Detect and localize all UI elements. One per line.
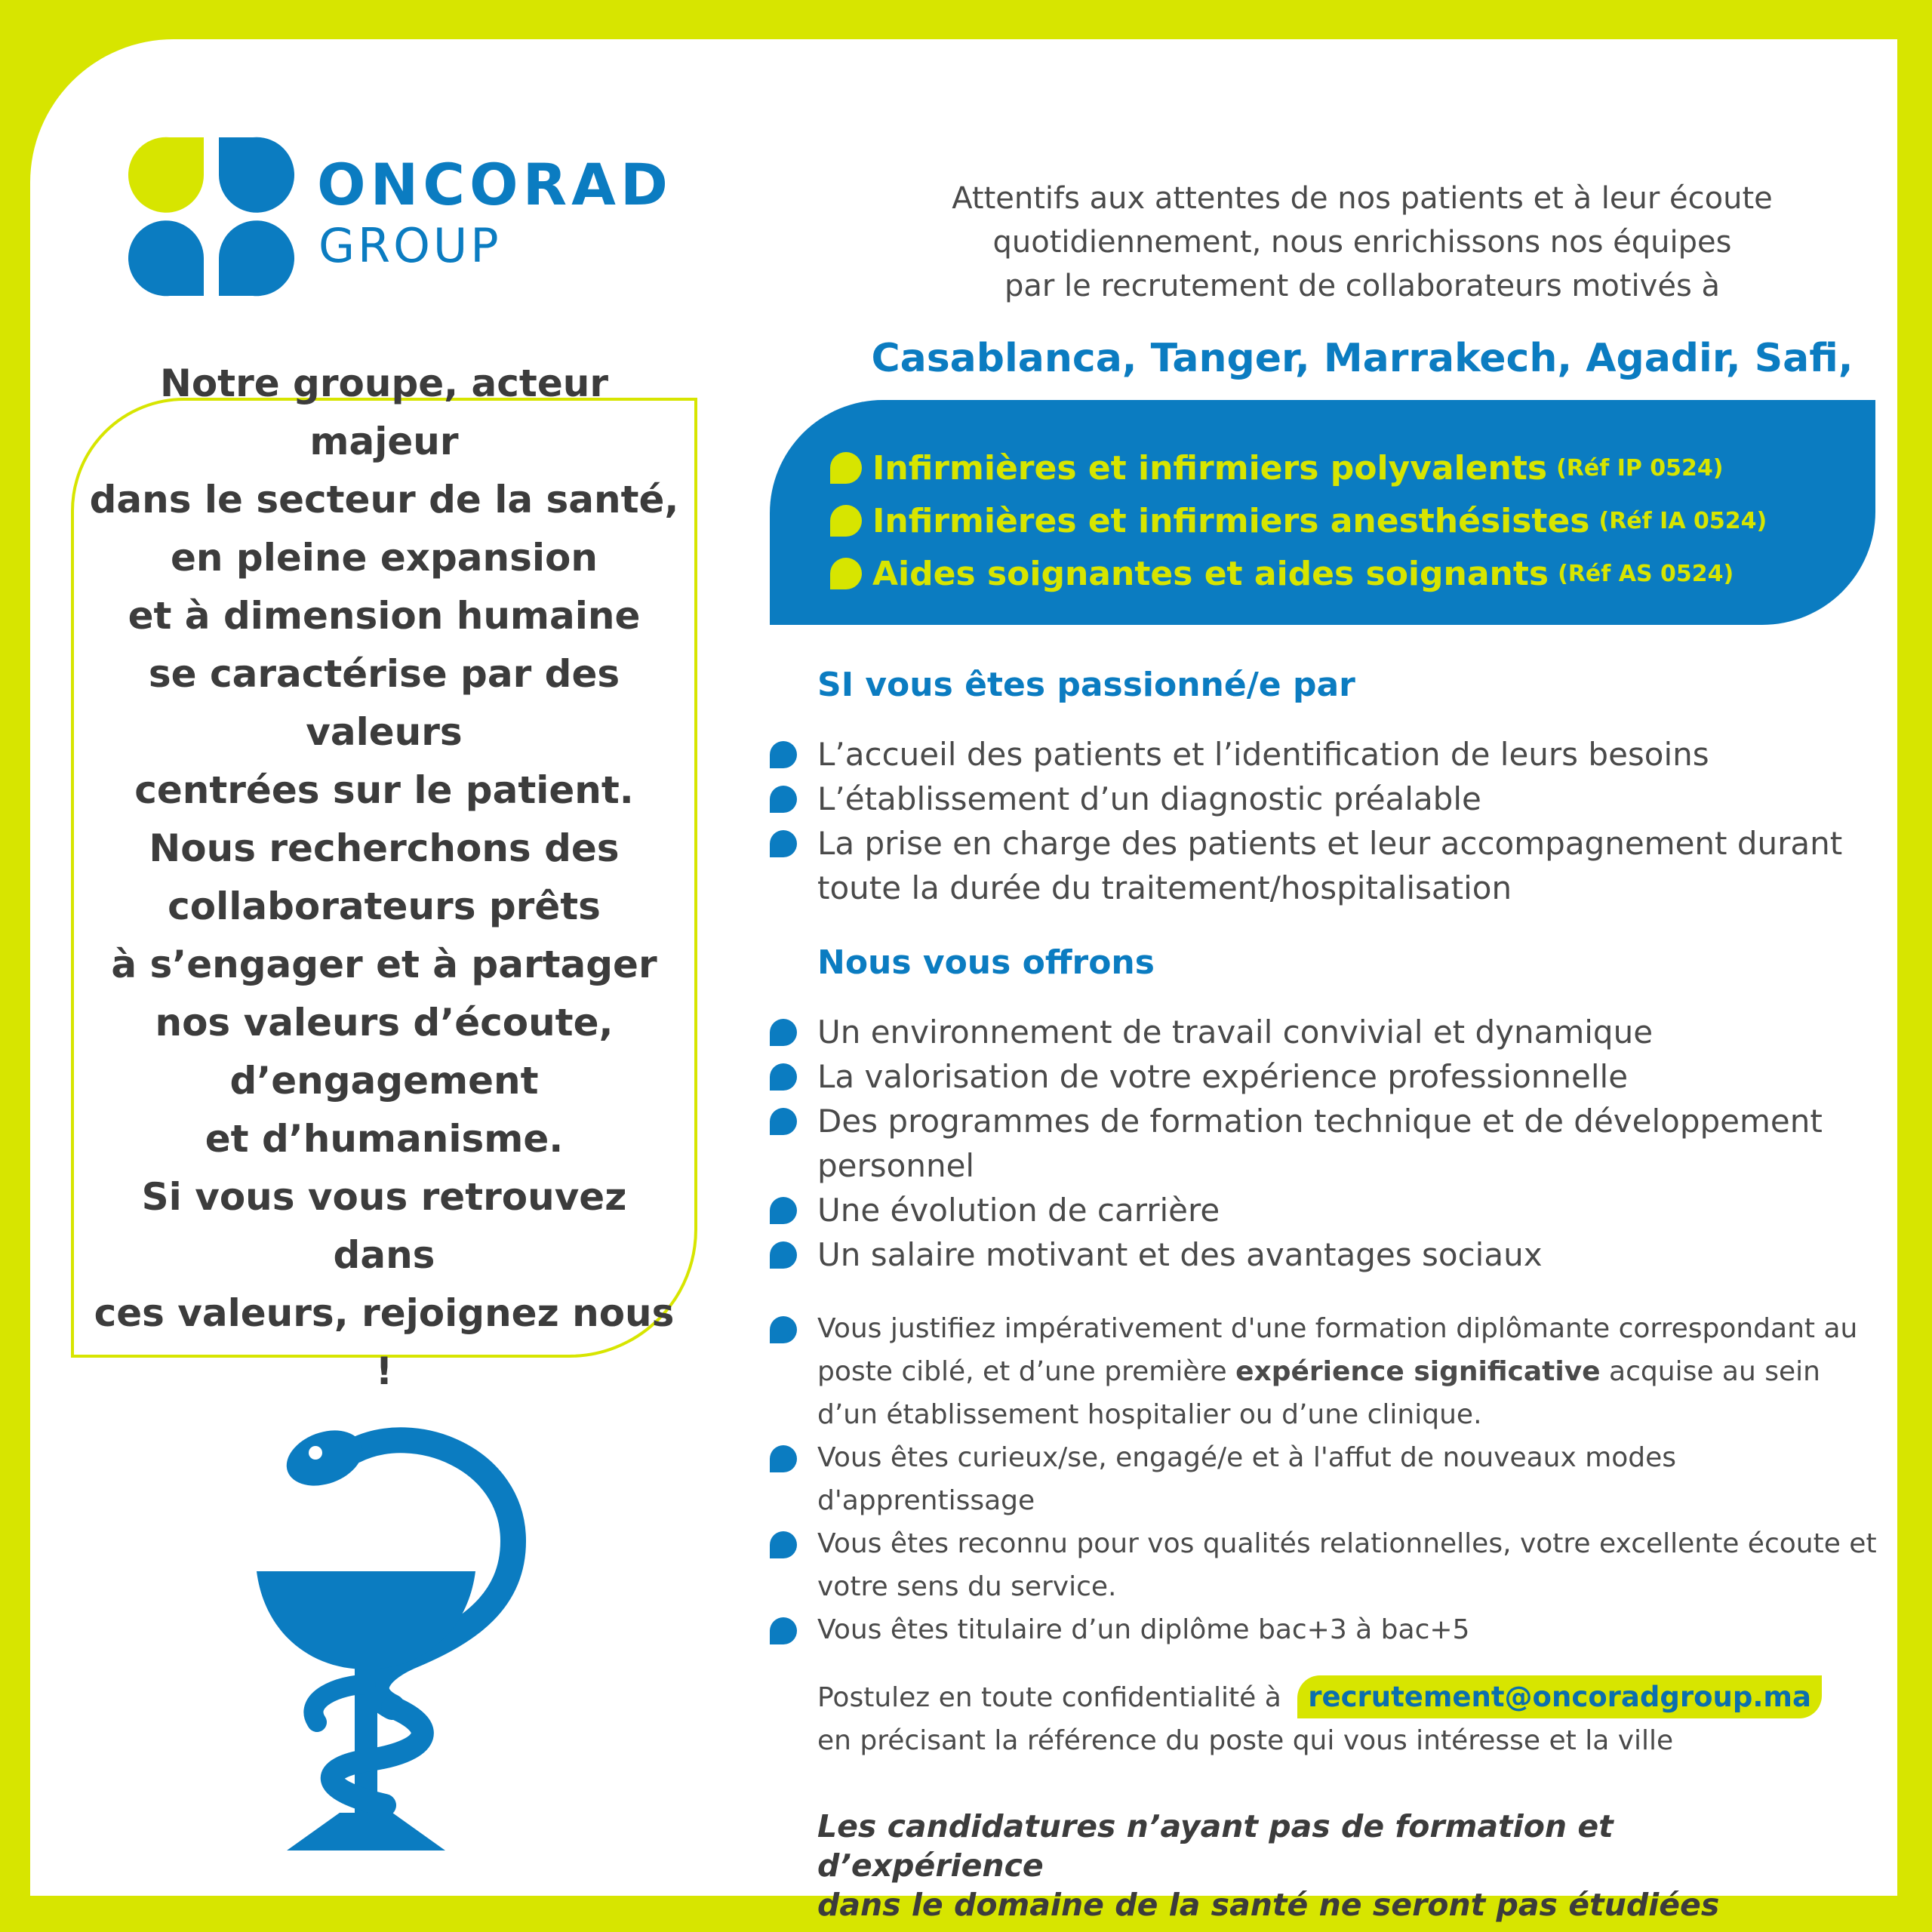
list-item [770, 1608, 1879, 1651]
requirements-list [770, 1307, 1879, 1651]
blue-bullet-icon [770, 1241, 797, 1269]
list-item [770, 1099, 1879, 1188]
list-item-text: Vous êtes titulaire d’un diplôme bac+3 à bac+5 [817, 1614, 1470, 1645]
list-item-text: Un environnement de travail convivial et dynamique [817, 1014, 1654, 1051]
cities-list: Casablanca, Tanger, Marrakech, Agadir, Safi, [871, 336, 1854, 381]
brand-subtitle: GROUP [318, 218, 502, 273]
disclaimer-line: Les candidatures n’ayant pas de formation et d’expérience [817, 1808, 1614, 1884]
values-line: nos valeurs d’écoute, [155, 1001, 614, 1044]
position-ref: (Réf IA 0524) [1598, 507, 1767, 534]
list-item [770, 1522, 1879, 1608]
values-box [71, 361, 697, 1393]
apply-note: en précisant la référence du poste qui vous intéresse et la ville [817, 1725, 1674, 1756]
position-title: Infirmières et infirmiers polyvalents [872, 448, 1548, 488]
list-item [770, 777, 1879, 821]
blue-bullet-icon [770, 1063, 797, 1091]
blue-bullet-icon [770, 786, 797, 813]
list-item-text: Un salaire motivant et des avantages sociaux [817, 1236, 1543, 1273]
intro-line: quotidiennement, nous enrichissons nos équipes [992, 225, 1732, 260]
offer-list [770, 1010, 1879, 1277]
offer-title: Nous vous offrons [817, 943, 1155, 982]
values-line: et à dimension humaine [128, 594, 641, 638]
values-line: Si vous vous retrouvez dans [141, 1175, 627, 1277]
oncorad-logo-icon [125, 130, 298, 303]
values-line: et d’humanisme. [205, 1117, 564, 1161]
list-item [770, 1010, 1879, 1054]
list-item [770, 1232, 1879, 1277]
values-line: Notre groupe, acteur majeur [159, 361, 609, 463]
passion-list [770, 732, 1879, 910]
list-item-text: acquise au sein d’un établissement hospitalier ou d’une clinique. [817, 1356, 1820, 1430]
blue-bullet-icon [770, 1617, 797, 1644]
list-item-text: L’établissement d’un diagnostic préalable [817, 780, 1481, 817]
lime-bullet-icon [830, 558, 862, 589]
values-line: ces valeurs, rejoignez nous ! [94, 1291, 675, 1393]
list-item [770, 821, 1879, 910]
blue-bullet-icon [770, 830, 797, 857]
values-line: d’engagement [229, 1059, 539, 1103]
positions-banner [770, 400, 1875, 625]
values-line: à s’engager et à partager [111, 943, 657, 986]
list-item-text: Des programmes de formation technique et de développement personnel [817, 1103, 1823, 1184]
position-item [830, 441, 1875, 494]
values-line: se caractérise par des valeurs [148, 652, 620, 754]
list-item-text: Vous justifiez impérativement d'une formation diplômante correspondant au poste ciblé, et d’une première [817, 1313, 1858, 1387]
list-item [770, 1188, 1879, 1232]
position-title: Aides soignantes et aides soignants [872, 554, 1549, 593]
position-title: Infirmières et infirmiers anesthésistes [872, 501, 1590, 540]
email-link[interactable]: recrutement@oncoradgroup.ma [1297, 1675, 1822, 1718]
values-line: en pleine expansion [171, 536, 598, 580]
list-item-text: Vous êtes curieux/se, engagé/e et à l'affut de nouveaux modes d'apprentissage [817, 1442, 1677, 1516]
position-ref: (Réf AS 0524) [1558, 560, 1734, 587]
brand-name: ONCORAD [317, 151, 673, 218]
intro-line: par le recrutement de collaborateurs motivés à [1004, 269, 1721, 303]
apply-instructions [817, 1675, 1822, 1762]
apply-prefix: Postulez en toute confidentialité à [817, 1682, 1281, 1713]
values-line: collaborateurs prêts [168, 884, 601, 928]
values-line: centrées sur le patient. [134, 768, 634, 812]
list-item [770, 1054, 1879, 1099]
blue-bullet-icon [770, 1197, 797, 1224]
values-line: Nous recherchons des [149, 826, 620, 870]
list-item-text: L’accueil des patients et l’identification de leurs besoins [817, 736, 1709, 773]
lime-bullet-icon [830, 505, 862, 537]
list-item-emphasis: expérience significative [1235, 1356, 1601, 1387]
job-posting-card [30, 39, 1897, 1923]
blue-bullet-icon [770, 1316, 797, 1343]
caduceus-icon [234, 1428, 551, 1850]
values-text [86, 355, 682, 1401]
intro-line: Attentifs aux attentes de nos patients et à leur écoute [952, 181, 1773, 216]
intro-text [823, 177, 1902, 308]
list-item-text: Vous êtes reconnu pour vos qualités relationnelles, votre excellente écoute et votre sens du service. [817, 1528, 1877, 1602]
blue-bullet-icon [770, 1019, 797, 1046]
position-item [830, 494, 1875, 547]
lime-bullet-icon [830, 452, 862, 484]
disclaimer [817, 1807, 1798, 1924]
passion-title: SI vous êtes passionné/e par [817, 666, 1355, 704]
list-item-text: Une évolution de carrière [817, 1192, 1220, 1229]
position-item [830, 547, 1875, 600]
blue-bullet-icon [770, 1108, 797, 1135]
list-item [770, 1436, 1879, 1522]
disclaimer-line: dans le domaine de la santé ne seront pas étudiées [817, 1887, 1720, 1923]
blue-bullet-icon [770, 1531, 797, 1558]
blue-bullet-icon [770, 1445, 797, 1472]
list-item-text: La prise en charge des patients et leur accompagnement durant toute la durée du traitement/hospitalisation [817, 825, 1843, 906]
list-item [770, 1307, 1879, 1436]
blue-bullet-icon [770, 741, 797, 768]
list-item-text: La valorisation de votre expérience professionnelle [817, 1058, 1629, 1095]
values-line: dans le secteur de la santé, [89, 478, 679, 521]
list-item [770, 732, 1879, 777]
position-ref: (Réf IP 0524) [1556, 454, 1724, 481]
